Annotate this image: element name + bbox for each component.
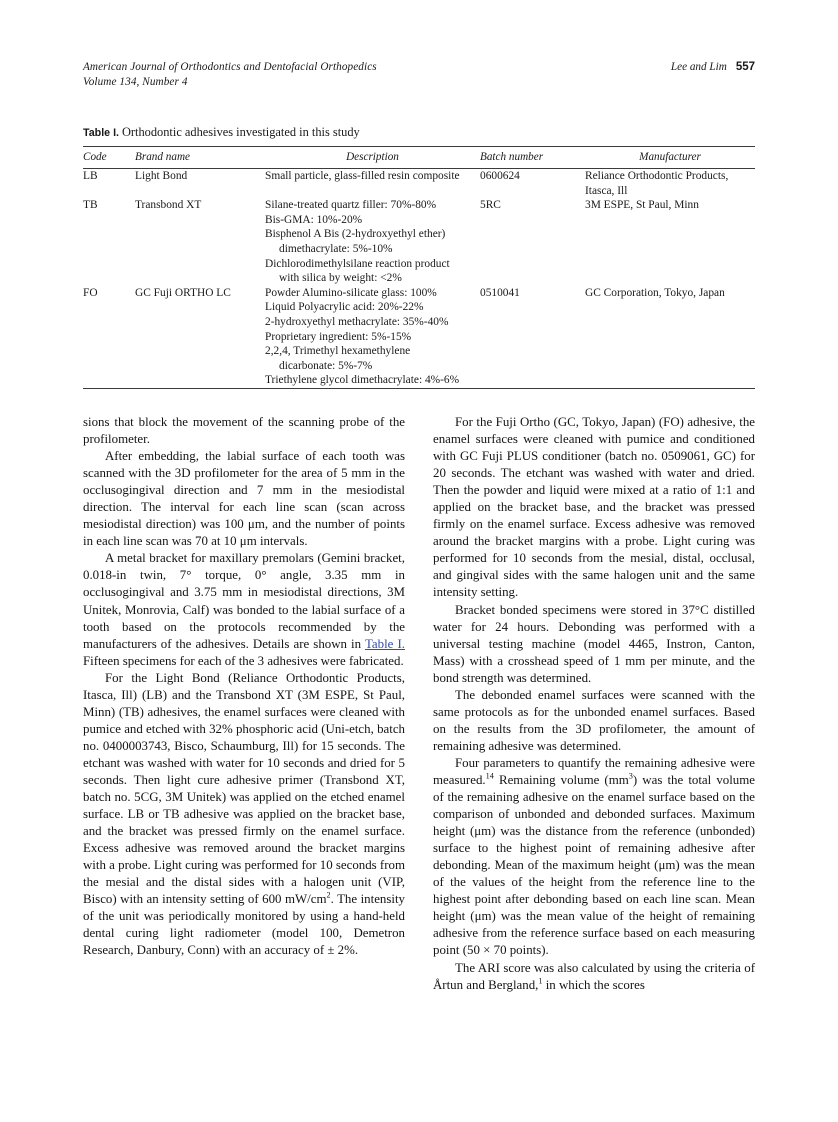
table-title: Orthodontic adhesives investigated in this study [121,125,360,139]
description-line: Bisphenol A Bis (2-hydroxyethyl ether) [265,228,446,241]
paragraph-bracket-bonded-specimens: Bracket bonded specimens were stored in 37°C distilled water for 24 hours. Debonding was performed with a universal testing machine (model 4465, Instron, Canton, Mass) with a crosshead speed of 1 mm per minute, and the bond strength was determined. [433,602,755,685]
description-line: dimethacrylate: 5%-10% [279,242,393,255]
table-block [83,124,755,389]
cell-code: FO [83,286,98,299]
description-line: Proprietary ingredient: 5%-15% [265,330,412,343]
description-line: dicarbonate: 5%-7% [279,359,373,372]
column-header-brand-name: Brand name [135,151,190,163]
body-columns [83,414,755,1074]
reference-superscript-14: 14 [485,771,494,781]
cell-batch-number: 0600624 [480,170,520,182]
cell-code: TB [83,199,98,212]
page-number: 557 [735,61,755,73]
description-line: Dichlorodimethylsilane reaction product [265,257,450,270]
paragraph-four-parameters [433,755,755,960]
column-header-code: Code [83,151,107,163]
description-line: 2-hydroxyethyl methacrylate: 35%-40% [265,315,449,328]
description-lines [265,198,480,286]
cell-description [265,286,480,388]
paragraph-bracket-text-1: A metal bracket for maxillary premolars (Gemini bracket, 0.018-in twin, 7° torque, 0° angle, 3.35 mm in occlusogingival and 3.75 mm in mesiodistal directions, 3M Unitek, Monrovia, Calf) was bonded to the labial surface of a tooth based on the protocols recommended by the manufacturers of the adhesives. Details are shown in [83,551,405,651]
cell-description [265,169,480,198]
running-head-authors-page [671,60,755,75]
cell-batch-number: 0510041 [480,286,520,299]
table-body [83,168,755,388]
paragraph-params-text-1: Four parameters to quantify the remaining adhesive were measured. [433,755,755,787]
paragraph-continued: sions that block the movement of the scanning probe of the profilometer. [83,415,405,447]
cell-manufacturer: GC Corporation, Tokyo, Japan [585,286,725,299]
paragraph-ari-text-1: The ARI score was also calculated by using the criteria of Årtun and Bergland, [433,960,755,992]
paragraph-lb-tb-text-1: For the Light Bond (Reliance Orthodontic Products, Itasca, Ill) (LB) and the Transbond XT (3M ESPE, St Paul, Minn) (TB) adhesives, the enamel surfaces were cleaned with pumice and etched with 32% phosphoric acid (Uni-etch, batch no. 0400003743, Bisco, Schaumburg, Ill) for 15 seconds. The etchant was washed with water for 10 seconds and dried for 5 seconds. Then light cure adhesive primer (Transbond XT, batch no. 5CG, 3M Unitek) was applied on the etched enamel surface. LB or TB adhesive was applied on the bracket base, and the bracket was pressed firmly on the enamel surface. Excess adhesive was removed around the bracket margins with a probe. Light curing was performed for 10 seconds from the mesial and the distal sides with a halogen unit (VIP, Bisco) with an intensity setting of 600 mW/cm [83,670,405,907]
description-lines [265,286,480,388]
table-row [83,169,755,198]
paragraph-debonded-surfaces: The debonded enamel surfaces were scanned with the same protocols as for the unbonded enamel surfaces. Based on the results from the 3D profilometer, the amount of remaining adhesive was determined. [433,687,755,753]
description-lines [265,169,480,184]
paragraph-params-text-3: ) was the total volume of the remaining adhesive on the enamel surface based on the comparison of unbonded and debonded surfaces. Maximum height (μm) was the distance from the reference (unbonded) surface to the highest point of remaining adhesive after debonding. Mean of the maximum height (μm) was the mean of the values of the height from the reference line to the highest point after debonding based on each line scan. Mean height (μm) was the mean value of the height of remaining adhesive from the reference surface based on each measuring point (50 × 70 points). [433,772,755,958]
column-header-description: Description [346,151,399,163]
description-line: Small particle, glass-filled resin composite [265,170,460,182]
cell-batch-number: 5RC [480,199,501,212]
table-i-link[interactable]: Table I. [364,636,405,651]
paragraph-bracket [83,550,405,669]
journal-title-line: American Journal of Orthodontics and Dentofacial Orthopedics [83,61,377,73]
description-line: with silica by weight: <2% [279,272,402,285]
paragraph-embedding-scan: After embedding, the labial surface of each tooth was scanned with the 3D profilometer for the area of 5 mm in the occlusogingival direction and 7 mm in the mesiodistal direction. The interval for each line scan (scan across mesiodistal direction) was 100 μm, and the number of points in each line scan was 70 at 10 μm intervals. [83,449,405,549]
cell-description [265,198,480,286]
cell-manufacturer: Reliance Orthodontic Products, Itasca, Ill [585,170,729,197]
paragraph-ari-text-2: in which the scores [542,977,645,992]
running-head-authors: Lee and Lim [670,61,727,73]
cell-brand-name: Light Bond [135,170,188,182]
description-line: 2,2,4, Trimethyl hexamethylene [265,345,411,358]
table-header-row [83,147,755,168]
running-head-journal [83,60,377,90]
journal-volume-line: Volume 134, Number 4 [83,76,188,88]
description-line: Powder Alumino-silicate glass: 100% [265,286,437,299]
cell-manufacturer: 3M ESPE, St Paul, Minn [585,199,699,212]
paragraph-light-bond-transbond [83,670,405,960]
description-line: Liquid Polyacrylic acid: 20%-22% [265,301,424,314]
table-caption [83,124,755,141]
superscript-cube: 3 [628,771,633,781]
paragraph-ari-score [433,960,755,994]
cell-brand-name: GC Fuji ORTHO LC [135,286,231,299]
table-row [83,286,755,388]
adhesives-table [83,147,755,388]
running-head [83,60,755,96]
table-label: Table I. [83,127,120,139]
reference-superscript-1: 1 [538,976,543,986]
description-line: Triethylene glycol dimethacrylate: 4%-6% [265,374,460,387]
column-header-manufacturer: Manufacturer [639,151,701,163]
cell-code: LB [83,170,98,182]
description-line: Silane-treated quartz filler: 70%-80% [265,199,437,212]
table-row [83,198,755,286]
table-bottom-rule [83,388,755,389]
left-column [83,414,405,960]
table-head [83,147,755,168]
paragraph-bracket-text-2: Fifteen specimens for each of the 3 adhesives were fabricated. [83,653,404,668]
superscript-square: 2 [326,891,331,901]
paragraph-params-text-2: Remaining volume (mm [493,772,629,787]
description-line: Bis-GMA: 10%-20% [265,213,363,226]
paragraph-fuji-ortho: For the Fuji Ortho (GC, Tokyo, Japan) (FO) adhesive, the enamel surfaces were cleaned with pumice and conditioned with GC Fuji PLUS conditioner (batch no. 0509061, GC) for 20 seconds. The etchant was washed with water and dried. Then the powder and liquid were mixed at a ratio of 1:1 and applied on the bracket base, and the bracket was pressed firmly on the enamel surface. Excess adhesive was removed around the bracket margins with a probe. Light curing was performed for 10 seconds from the mesial, distal, occlusal, and gingival sides with the same halogen unit and the same intensity setting. [433,415,755,600]
cell-brand-name: Transbond XT [135,199,202,212]
column-header-batch-number: Batch number [480,151,544,163]
right-column [433,414,755,994]
paragraph-lb-tb-text-2: . The intensity of the unit was periodically monitored by using a hand-held dental curing light radiometer (model 100, Demetron Research, Danbury, Conn) with an accuracy of ± 2%. [83,892,405,958]
